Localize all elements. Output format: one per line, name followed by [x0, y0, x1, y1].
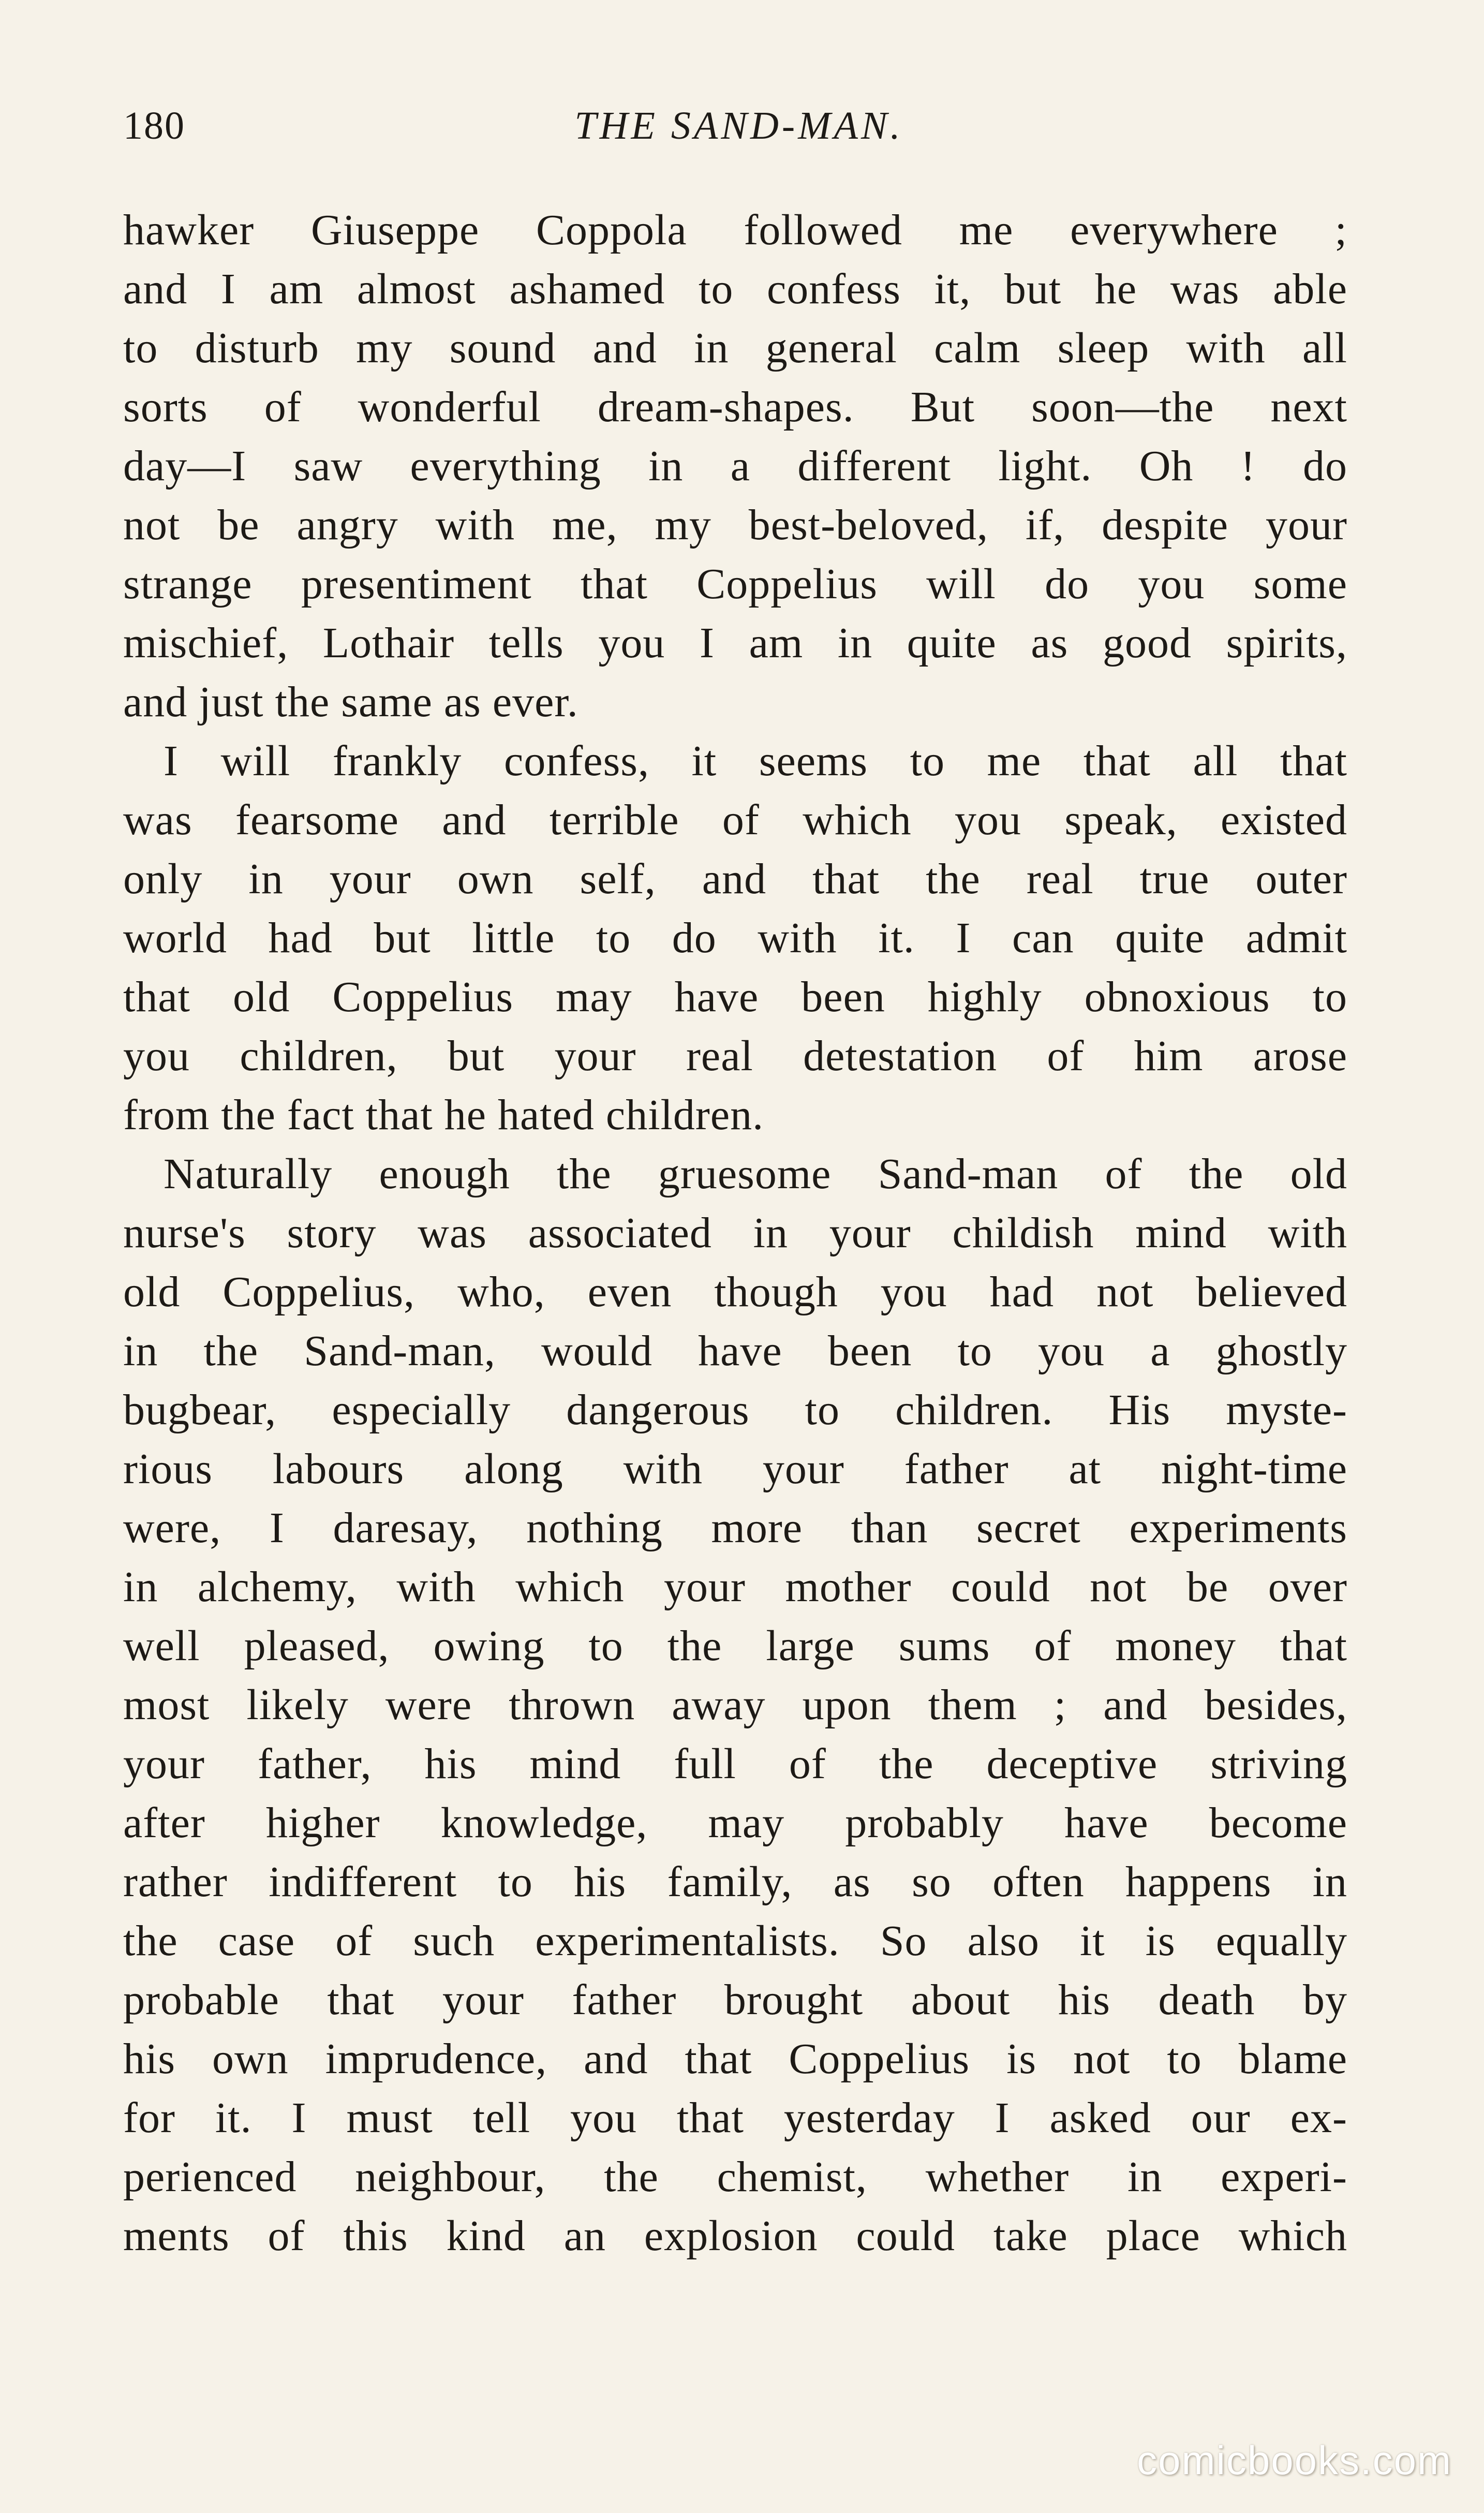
text-line: bugbear, especially dangerous to children. His myste-	[123, 1386, 1347, 1434]
text-line: the case of such experimentalists. So also it is equally	[123, 1917, 1347, 1965]
text-line: in the Sand-man, would have been to you a ghostly	[123, 1327, 1347, 1375]
text-line: ments of this kind an explosion could take place which	[123, 2212, 1347, 2260]
paragraph-start-line: I will frankly confess, it seems to me that all that	[164, 737, 1347, 785]
text-line: strange presentiment that Coppelius will do you some	[123, 560, 1347, 608]
page-number: 180	[123, 104, 185, 147]
text-line: old Coppelius, who, even though you had not believed	[123, 1268, 1347, 1316]
text-line: not be angry with me, my best-beloved, if, despite your	[123, 501, 1347, 549]
text-line: mischief, Lothair tells you I am in quite as good spirits,	[123, 619, 1347, 667]
text-line: from the fact that he hated children.	[123, 1091, 764, 1139]
text-line: that old Coppelius may have been highly obnoxious to	[123, 973, 1347, 1021]
running-title: THE SAND-MAN.	[574, 104, 903, 147]
text-line: well pleased, owing to the large sums of money that	[123, 1622, 1347, 1670]
text-line: his own imprudence, and that Coppelius is not to blame	[123, 2035, 1347, 2083]
text-line: rather indifferent to his family, as so often happens in	[123, 1858, 1347, 1906]
text-line: and I am almost ashamed to confess it, but he was able	[123, 265, 1347, 313]
text-line: hawker Giuseppe Coppola followed me everywhere ;	[123, 206, 1347, 254]
text-line: world had but little to do with it. I can quite admit	[123, 914, 1347, 962]
text-line: and just the same as ever.	[123, 678, 578, 726]
text-line: most likely were thrown away upon them ; and besides,	[123, 1681, 1347, 1729]
text-line: to disturb my sound and in general calm sleep with all	[123, 324, 1347, 372]
text-line: perienced neighbour, the chemist, whether in experi-	[123, 2153, 1347, 2201]
text-line: sorts of wonderful dream-shapes. But soon—the next	[123, 383, 1347, 431]
running-head	[123, 104, 1355, 160]
text-line: in alchemy, with which your mother could not be over	[123, 1563, 1347, 1611]
text-line: day—I saw everything in a different light. Oh ! do	[123, 442, 1347, 490]
watermark: comicbooks.com	[1137, 2437, 1452, 2483]
text-line: for it. I must tell you that yesterday I asked our ex-	[123, 2094, 1347, 2142]
text-line: probable that your father brought about his death by	[123, 1976, 1347, 2024]
text-line: was fearsome and terrible of which you speak, existed	[123, 796, 1347, 844]
paragraph-start-line: Naturally enough the gruesome Sand-man of the old	[164, 1150, 1347, 1198]
text-line: rious labours along with your father at night-time	[123, 1445, 1347, 1493]
text-line: only in your own self, and that the real true outer	[123, 855, 1347, 903]
text-line: were, I daresay, nothing more than secret experiments	[123, 1504, 1347, 1552]
text-line: nurse's story was associated in your childish mind with	[123, 1209, 1347, 1257]
text-line: your father, his mind full of the deceptive striving	[123, 1740, 1347, 1788]
body-text	[123, 201, 1347, 2266]
text-line: after higher knowledge, may probably have become	[123, 1799, 1347, 1847]
text-line: you children, but your real detestation of him arose	[123, 1032, 1347, 1080]
